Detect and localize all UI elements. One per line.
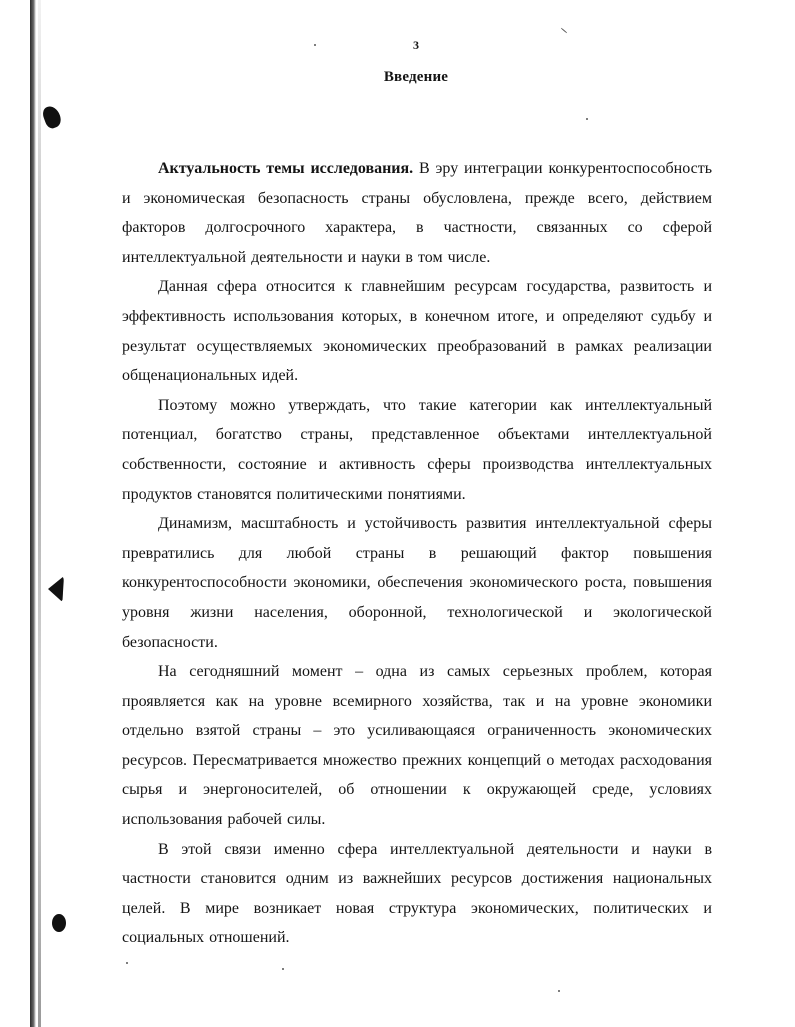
scan-hole-mark xyxy=(52,914,66,932)
page-number: 3 xyxy=(413,38,419,52)
scan-speck xyxy=(561,28,568,34)
page-title: Введение xyxy=(383,69,449,85)
scan-speck xyxy=(586,118,588,120)
paragraph: Поэтому можно утверждать, что такие категории как интеллектуальный потенциал, богатство страны, представленное объектами интеллектуальной собственности, состояние и активность сферы производства интеллектуальных продуктов становятся политическими понятиями. xyxy=(122,396,712,503)
scan-speck xyxy=(282,968,284,970)
document-body xyxy=(122,154,712,953)
paragraph: Динамизм, масштабность и устойчивость развития интеллектуальной сферы превратились для любой страны в решающий фактор повышения конкурентоспособности экономики, обеспечения экономического роста, повышения уровня жизни населения, оборонной, технологической и экологической безопасности. xyxy=(122,515,712,651)
paragraph-lead: Актуальность темы исследования. xyxy=(158,160,414,177)
scan-hole-mark xyxy=(48,576,64,602)
paragraph: В этой связи именно сфера интеллектуальной деятельности и науки в частности становится одним из важнейших ресурсов достижения национальных целей. В мире возникает новая структура экономических, политических и социальных отношений. xyxy=(122,840,712,947)
scan-speck xyxy=(126,962,128,964)
paragraph-relevance xyxy=(122,154,712,272)
paragraph-text: В эру интеграции конкурентоспособность и экономическая безопасность страны обусловлена, прежде всего, действием факторов долгосрочного характера, в частности, связанных со сферой интеллектуальной деятельности и науки в том числе. xyxy=(122,160,713,266)
scan-speck xyxy=(558,990,560,992)
paragraph: На сегодняшний момент – одна из самых серьезных проблем, которая проявляется как на уровне всемирного хозяйства, так и на уровне экономики отдельно взятой страны – это усиливающаяся ограниченность экономических ресурсов. Пересматривается множество прежних концепций о методах расходования сырья и энергоносителей, об отношении к окружающей среде, условиях использования рабочей силы. xyxy=(122,663,712,829)
scan-edge-shadow xyxy=(30,0,36,1027)
scan-edge-noise xyxy=(38,0,41,1027)
scan-hole-mark xyxy=(41,104,64,130)
paragraph: Данная сфера относится к главнейшим ресурсам государства, развитость и эффективность использования которых, в конечном итоге, и определяют судьбу и результат осуществляемых экономических преобразований в рамках реализации общенациональных идей. xyxy=(122,278,712,385)
